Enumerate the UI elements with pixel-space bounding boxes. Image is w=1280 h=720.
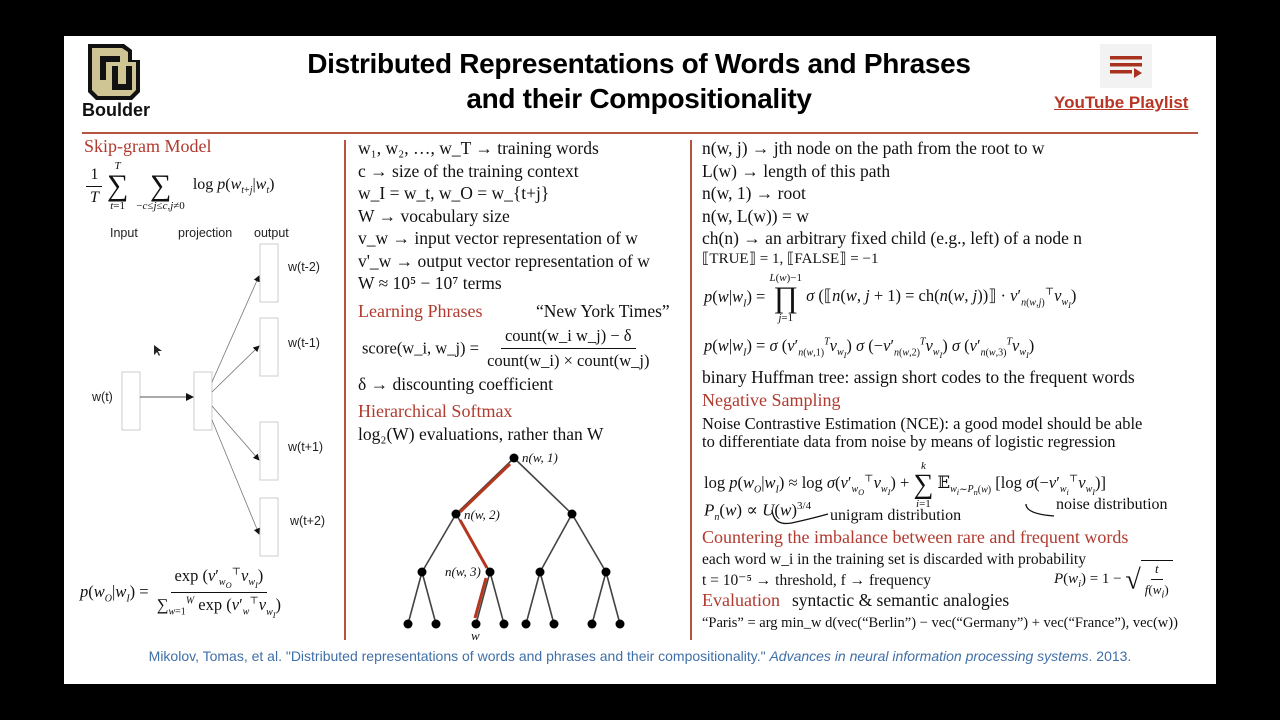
hs-complexity: log₂(W) evaluations, rather than W: [358, 424, 604, 444]
mouse-cursor-icon: [154, 342, 162, 361]
diagram-input-label: Input: [110, 226, 138, 240]
hierarchical-softmax-heading: Hierarchical Softmax: [358, 401, 513, 421]
evaluation-description: syntactic & semantic analogies: [792, 590, 1010, 610]
tree-label-node-2: n(w, 2): [464, 507, 500, 522]
score-denominator: count(w_i) × count(w_j): [487, 351, 650, 370]
diagram-output-label: output: [254, 226, 289, 240]
threshold-note: t = 10⁻⁵ → threshold, f → frequency: [702, 572, 931, 589]
notation-item: n(w, j) → jth node on the path from the root to w: [702, 138, 1045, 158]
column-divider-right: [690, 140, 692, 640]
notation-item: c → size of the training context: [358, 160, 579, 181]
notation-item: n(w, L(w)) = w: [702, 205, 809, 226]
skipgram-heading: Skip-gram Model: [84, 136, 212, 156]
citation-year: . 2013.: [1088, 648, 1132, 664]
delta-definition: δ → discounting coefficient: [358, 374, 554, 394]
playlist-icon[interactable]: [1100, 44, 1152, 88]
unigram-note: unigram distribution: [830, 507, 962, 524]
citation: [64, 648, 1216, 664]
diagram-output-word: w(t-1): [288, 336, 320, 350]
noise-distribution-formula: $P_n(w) \propto U(w)^{3/4}$: [704, 500, 812, 524]
learning-phrases-heading: Learning Phrases: [358, 301, 483, 321]
notation-item: W → vocabulary size: [358, 205, 510, 226]
cu-boulder-logo-icon: [82, 42, 146, 106]
skipgram-objective: $\frac{1}{T}$ T ∑ t=1 ∑ −c≤j≤c,j≠0 $\log p(w_{t+j}|w_t)$: [86, 160, 274, 212]
header-divider: [82, 132, 1198, 134]
notation-item: ch(n) → an arbitrary fixed child (e.g., left) of a node n: [702, 228, 1082, 248]
analogy-formula: “Paris” = arg min_w d(vec(“Berlin”) − vec(“Germany”) + vec(“France”), vec(w)): [702, 615, 1178, 631]
score-numerator: count(w_i w_j) − δ: [501, 326, 636, 349]
diagram-output-word: w(t+1): [288, 440, 324, 454]
diagram-input-word: w(t): [92, 390, 113, 404]
subsampling-heading: Countering the imbalance between rare and frequent words: [702, 527, 1129, 547]
diagram-projection-label: projection: [178, 226, 233, 240]
negative-sampling-heading: Negative Sampling: [702, 390, 841, 410]
tree-label-leaf: w: [471, 628, 480, 643]
citation-authors-title: Mikolov, Tomas, et al. "Distributed representations of words and phrases and their compositionality.": [148, 648, 770, 664]
notation-item: W ≈ 10⁵ − 10⁷ terms: [358, 273, 502, 293]
notation-item: v'_w → output vector representation of w: [358, 250, 650, 271]
notation-list: [358, 137, 650, 295]
citation-venue: Advances in neural information processing systems: [769, 648, 1089, 664]
notation-item: L(w) → length of this path: [702, 160, 891, 181]
title-line-1: Distributed Representations of Words and Phrases: [307, 48, 971, 79]
title-line-2: and their Compositionality: [466, 83, 812, 114]
logo-text: Boulder: [82, 100, 151, 120]
hs-probability-example: $p(w|w_I) = \sigma$ $(v'_{n(w,1)}^Tv_{w_I})$ σ $(-v'_{n(w,2)}^Tv_{w_I})$ σ $(v'_{n(w,3)}^Tv_{w_I})$: [704, 336, 1035, 361]
notation-item: w_I = w_t, w_O = w_{t+j}: [358, 183, 550, 203]
notation-item: w₁, w₂, …, w_T → training words: [358, 138, 599, 158]
path-notation-list: [702, 137, 1082, 268]
phrase-example: “New York Times”: [536, 301, 670, 321]
notation-item: v_w → input vector representation of w: [358, 228, 638, 248]
discard-probability-formula: $P(w_i) = 1$ − √ $\frac{t}{f(w_i)}$: [1054, 560, 1173, 601]
nce-description-1: Noise Contrastive Estimation (NCE): a good model should be able: [702, 414, 1143, 433]
tree-label-node-3: n(w, 3): [445, 564, 481, 579]
noise-note: noise distribution: [1056, 496, 1168, 513]
slide: [64, 36, 1216, 684]
phrase-score-formula: [362, 326, 653, 371]
hs-probability-product: $p(w|w_I)$ = L(w)−1 ∏ j=1 σ (⟦n(w, j + 1) = ch(n(w, j))⟧ · $v'_{n(w,j)}^⊤v_{w_I}$): [704, 272, 1077, 324]
diagram-output-word: w(t-2): [288, 260, 320, 274]
youtube-playlist-link[interactable]: YouTube Playlist: [1054, 93, 1189, 112]
subsampling-description: each word w_i in the training set is discarded with probability: [702, 551, 1086, 568]
negative-sampling-objective: $\log p(w_O|w_I) \approx \log \sigma(v'_{w_O}^⊤v_{w_I})$ + k ∑ i=1 𝔼$_{w_i\sim P_n(w)}$ [log $\sigma(-v'_{w_i}^⊤v_{w_I})$]: [704, 460, 1107, 510]
nce-description-2: to differentiate data from noise by means of logistic regression: [702, 432, 1116, 451]
huffman-tree-diagram: [394, 446, 634, 636]
diagram-output-word: w(t+2): [290, 514, 326, 528]
notation-item: ⟦TRUE⟧ = 1, ⟦FALSE⟧ = −1: [702, 250, 879, 267]
score-lhs: score(w_i, w_j) =: [362, 338, 479, 358]
tree-label-root: n(w, 1): [522, 450, 558, 465]
page-title: [244, 46, 1034, 116]
evaluation-heading: Evaluation: [702, 590, 780, 610]
notation-item: n(w, 1) → root: [702, 183, 806, 203]
huffman-note: binary Huffman tree: assign short codes to the frequent words: [702, 367, 1135, 387]
column-divider-left: [344, 140, 346, 640]
skipgram-softmax: $p(w_O|w_I)$ = $\frac{\exp (v'_{w_O}^⊤v_{w_I})}{\sum_{w=1}^W \exp (v'_w^⊤v_{w_I})}$: [80, 566, 282, 620]
